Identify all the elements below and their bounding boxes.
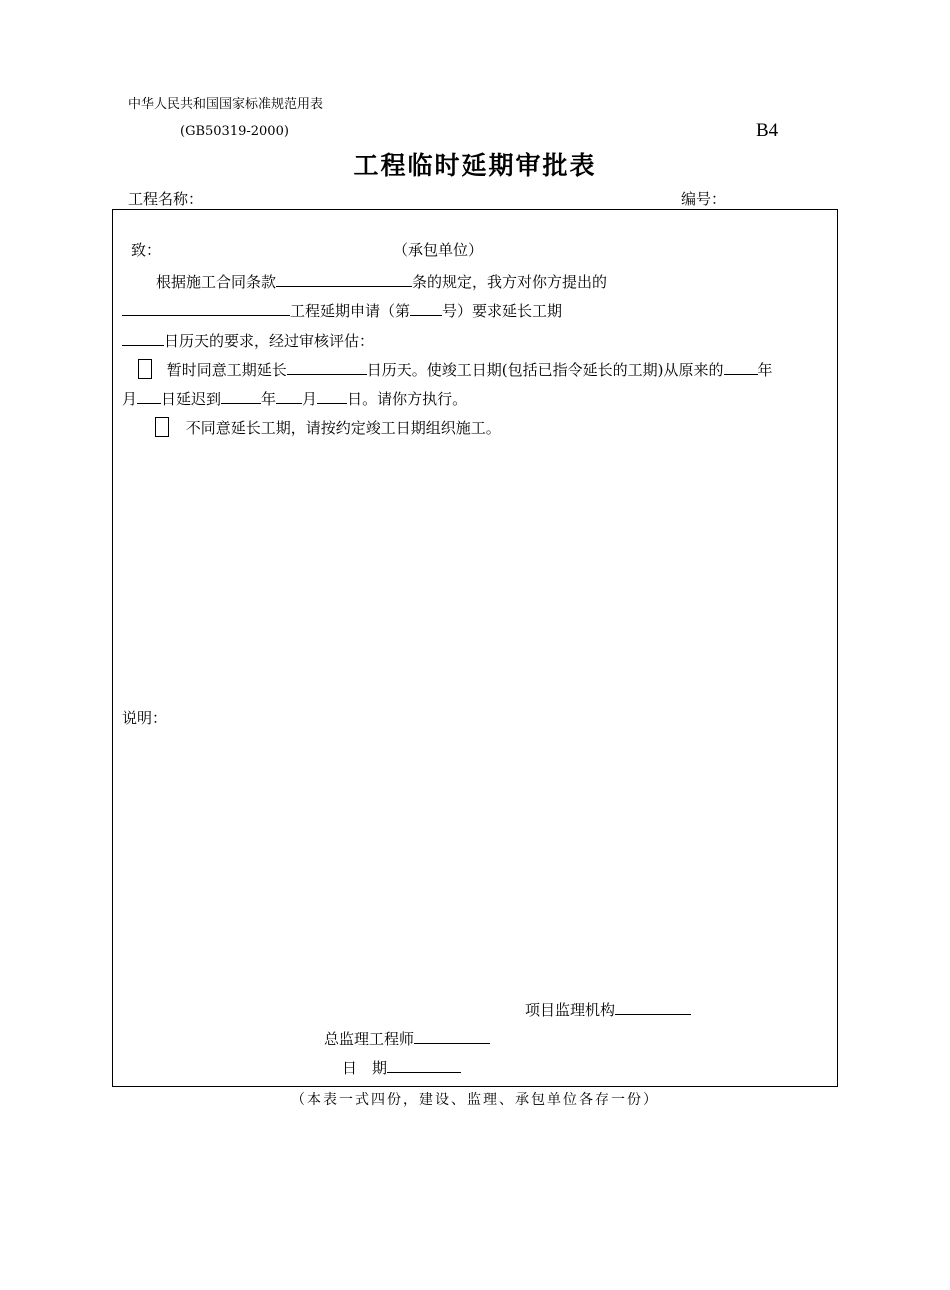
contractor-hint: （承包单位） bbox=[393, 241, 484, 259]
date-line bbox=[342, 1055, 461, 1078]
chief-engineer-label: 总监理工程师 bbox=[324, 1030, 415, 1048]
option-approve-cont bbox=[122, 386, 467, 409]
standard-number: (GB50319-2000) bbox=[180, 124, 289, 139]
new-year-blank[interactable] bbox=[221, 386, 261, 404]
to-line bbox=[131, 240, 161, 260]
project-name-label: 工程名称： bbox=[128, 190, 204, 208]
clause-number-blank[interactable] bbox=[276, 269, 412, 287]
option-approve bbox=[138, 357, 773, 380]
supervision-org-line bbox=[525, 997, 691, 1020]
days-suffix: 日历天的要求，经过审核评估： bbox=[164, 332, 375, 350]
form-code: B4 bbox=[756, 120, 779, 141]
reject-checkbox[interactable] bbox=[155, 417, 169, 437]
supervision-org-label: 项目监理机构 bbox=[525, 1001, 616, 1019]
page-title: 工程临时延期审批表 bbox=[353, 151, 597, 180]
project-blank[interactable] bbox=[122, 298, 290, 316]
form-number-label: 编号： bbox=[681, 190, 727, 208]
year-label-2: 年 bbox=[261, 390, 277, 408]
approve-text: 暂时同意工期延长 bbox=[166, 361, 287, 379]
approve-end: 日。请你方执行。 bbox=[347, 390, 468, 408]
requested-days-blank[interactable] bbox=[122, 328, 164, 346]
national-standard-label: 中华人民共和国国家标准规范用表 bbox=[128, 97, 324, 112]
approve-checkbox[interactable] bbox=[138, 359, 152, 379]
month-label-2: 月 bbox=[302, 390, 318, 408]
delay-to-label: 日延迟到 bbox=[161, 390, 222, 408]
chief-engineer-line bbox=[324, 1026, 490, 1049]
application-number-blank[interactable] bbox=[410, 298, 442, 316]
application-suffix: 号）要求延长工期 bbox=[442, 302, 563, 320]
year-label: 年 bbox=[757, 361, 773, 379]
to-label: 致： bbox=[131, 241, 162, 259]
reject-text: 不同意延长工期，请按约定竣工日期组织施工。 bbox=[185, 419, 501, 437]
application-line bbox=[122, 298, 562, 321]
original-year-blank[interactable] bbox=[724, 357, 758, 375]
clause-line bbox=[156, 269, 607, 292]
application-mid: 工程延期申请（第 bbox=[290, 302, 411, 320]
original-day-blank[interactable] bbox=[137, 386, 161, 404]
option-reject bbox=[155, 417, 501, 438]
approve-text-2: 日历天。使竣工日期(包括已指令延长的工期)从原来的 bbox=[366, 361, 724, 379]
days-line bbox=[122, 328, 374, 351]
month-label: 月 bbox=[122, 390, 138, 408]
explanation-label: 说明： bbox=[122, 709, 168, 727]
date-label: 日 期 bbox=[342, 1059, 388, 1077]
new-day-blank[interactable] bbox=[317, 386, 347, 404]
clause-suffix: 条的规定，我方对你方提出的 bbox=[412, 273, 608, 291]
date-blank[interactable] bbox=[387, 1055, 461, 1073]
new-month-blank[interactable] bbox=[276, 386, 302, 404]
footer-note: （本表一式四份，建设、监理、承包单位各存一份） bbox=[291, 1092, 659, 1108]
approved-days-blank[interactable] bbox=[287, 357, 367, 375]
chief-engineer-blank[interactable] bbox=[414, 1026, 490, 1044]
clause-prefix: 根据施工合同条款 bbox=[156, 273, 277, 291]
supervision-org-blank[interactable] bbox=[615, 997, 691, 1015]
